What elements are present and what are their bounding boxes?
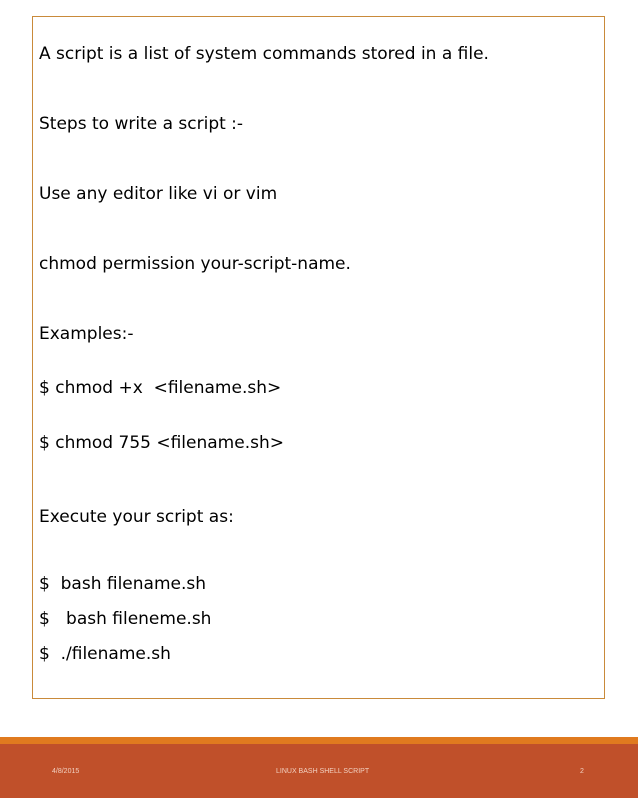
text-line: $ bash filename.sh — [39, 574, 207, 594]
text-line: $ chmod 755 <filename.sh> — [39, 433, 284, 453]
text-line: Use any editor like vi or vim — [39, 184, 278, 204]
footer-date: 4/8/2015 — [52, 768, 80, 775]
text-line: A script is a list of system commands stored in a file. — [39, 44, 489, 64]
text-line: Examples:- — [39, 324, 134, 344]
text-line: chmod permission your-script-name. — [39, 254, 351, 274]
text-line: $ bash fileneme.sh — [39, 609, 212, 629]
text-line: $ ./filename.sh — [39, 644, 171, 664]
text-line: Steps to write a script :- — [39, 114, 244, 134]
text-line: Execute your script as: — [39, 507, 234, 527]
footer-accent-stripe — [0, 737, 638, 744]
footer-page-number: 2 — [580, 768, 584, 775]
footer-title: LINUX BASH SHELL SCRIPT — [276, 768, 370, 775]
text-line: $ chmod +x <filename.sh> — [39, 378, 282, 398]
